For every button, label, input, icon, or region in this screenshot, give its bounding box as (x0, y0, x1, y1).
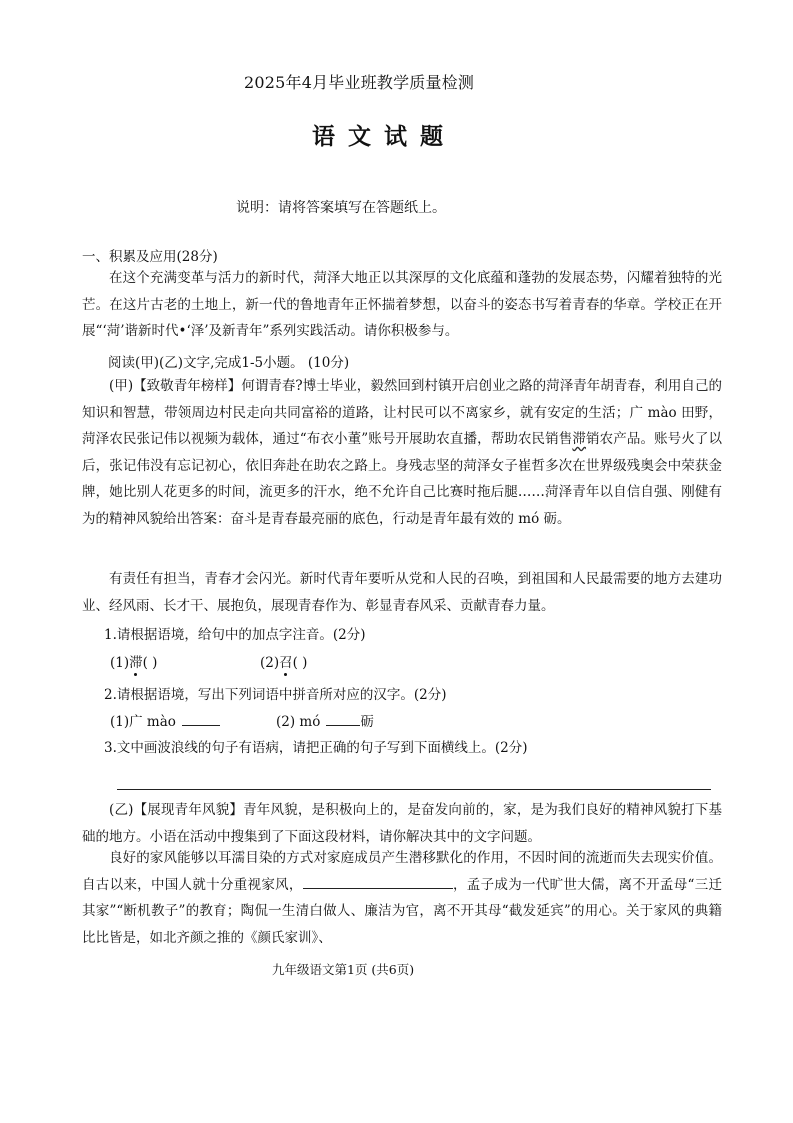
yi-p2-a: 良好的家风能够以耳濡目染的方式对家庭成员产生潜移默化的作用，不因时间的流逝而失去现实价值。 自古以来，中国人就十分重视家风， (82, 850, 722, 893)
para2-post: 唤，到祖国和人民最需要的地方去建功业、经风雨、长才干、展抱负，展现青春作为、彰显青春风采、贡献青春力量。 (82, 571, 722, 614)
q1-item2-label: (2) (260, 655, 280, 671)
exam-header: 2025年4月毕业班教学质量检测 (244, 73, 475, 92)
passage-jia-rest: 销农产品。账号火了以后，张记伟没有忘记初心，依旧奔赴在助农之路上。身残志坚的菏泽女子崔哲多次在世界级残奥会中荣获金牌，她比别人花更多的时间，流更多的汗水，绝不允许自己比赛时拖后腿……菏泽青年以自信自强、刚健有为的精神风貌给出答案：奋斗是青春最亮丽的底色，行动是青年最有效的 mó 砺。 (82, 431, 723, 527)
passage-yi-paragraph-2 (82, 845, 722, 951)
char-zhi: 滞 (572, 431, 587, 447)
question-2-item-2 (276, 710, 374, 730)
passage-jia-paragraph-2 (82, 566, 722, 619)
page-footer: 九年级语文第1页 (共6页) (272, 962, 415, 977)
q3-answer-line[interactable] (117, 789, 711, 790)
yi-blank[interactable] (303, 874, 453, 889)
q1-item1-label: (1) (110, 655, 130, 671)
q2-item2-label: (2) mó (276, 714, 321, 730)
q2-item2-blank[interactable] (326, 711, 360, 726)
intro-paragraph: 在这个充满变革与活力的新时代，菏泽大地正以其深厚的文化底蕴和蓬勃的发展态势，闪耀着独特的光芒。在这片古老的土地上，新一代的鲁地青年正怀揣着梦想，以奋斗的姿态书写着青春的华章。学校正在开展“‘菏’谐新时代•‘泽’及新青年”系列实践活动。请你积极参与。 (82, 270, 722, 339)
instruction-note: 说明：请将答案填写在答题纸上。 (236, 200, 446, 216)
yi-p2-b: ，孟子成为一代旷世大儒，离不开孟母“三迁其家”“断机教子”的教育；陶侃一生清白做人、廉洁为官，离不开其母“截发延宾”的用心。关于家风的典籍比比皆是，如北齐颜之推的《颜氏家训》、 (82, 876, 723, 946)
passage-jia-paragraph-1 (82, 373, 722, 532)
passage-jia-lead: (甲)【致敬青年榜样】何谓青春?博士毕业，毅然回到村镇开启创业之路的菏泽青年胡青春，利用自己的知识和智慧，带领周边村民走向共同富裕的道路，让村民可以不离家乡，就有安定的生活；广 mào 田野，菏泽农民张记伟以视频为载体，通过“布衣小董”账号开展助农直播，帮助农民销售 (82, 378, 722, 447)
subject-title: 语文试题 (312, 123, 456, 150)
q2-item1-blank[interactable] (182, 711, 220, 726)
question-2-item-1 (110, 710, 220, 730)
question-1: 1.请根据语境，给句中的加点字注音。(2分) (104, 627, 366, 643)
section-heading: 一、积累及应用(28分) (82, 249, 218, 265)
question-1-item-2 (260, 651, 307, 671)
question-2: 2.请根据语境，写出下列词语中拼音所对应的汉字。(2分) (104, 687, 447, 703)
char-zhao: 召 (476, 571, 491, 587)
q1-item2-answer[interactable]: ( ) (292, 655, 308, 671)
q1-item1-answer[interactable]: ( ) (142, 655, 158, 671)
q2-item2-suffix: 砺 (360, 714, 374, 730)
q2-item1-label: (1)广 mào (110, 714, 176, 730)
passage-yi-paragraph-1: (乙)【展现青年风貌】青年风貌，是积极向上的，是奋发向前的，家，是为我们良好的精神风貌打下基础的地方。小语在活动中搜集到了下面这段材料，请你解决其中的文字问题。 (82, 802, 722, 845)
para2-pre: 有责任有担当，青春才会闪光。新时代青年要听从党和人民的 (109, 571, 477, 587)
question-3: 3.文中画波浪线的句子有语病，请把正确的句子写到下面横线上。(2分) (104, 740, 528, 756)
q1-item1-char: 滞 (129, 655, 143, 671)
question-1-item-1 (110, 651, 157, 671)
q1-item2-char: 召 (279, 655, 293, 671)
reading-prompt: 阅读(甲)(乙)文字,完成1-5小题。 (10分) (108, 355, 350, 371)
